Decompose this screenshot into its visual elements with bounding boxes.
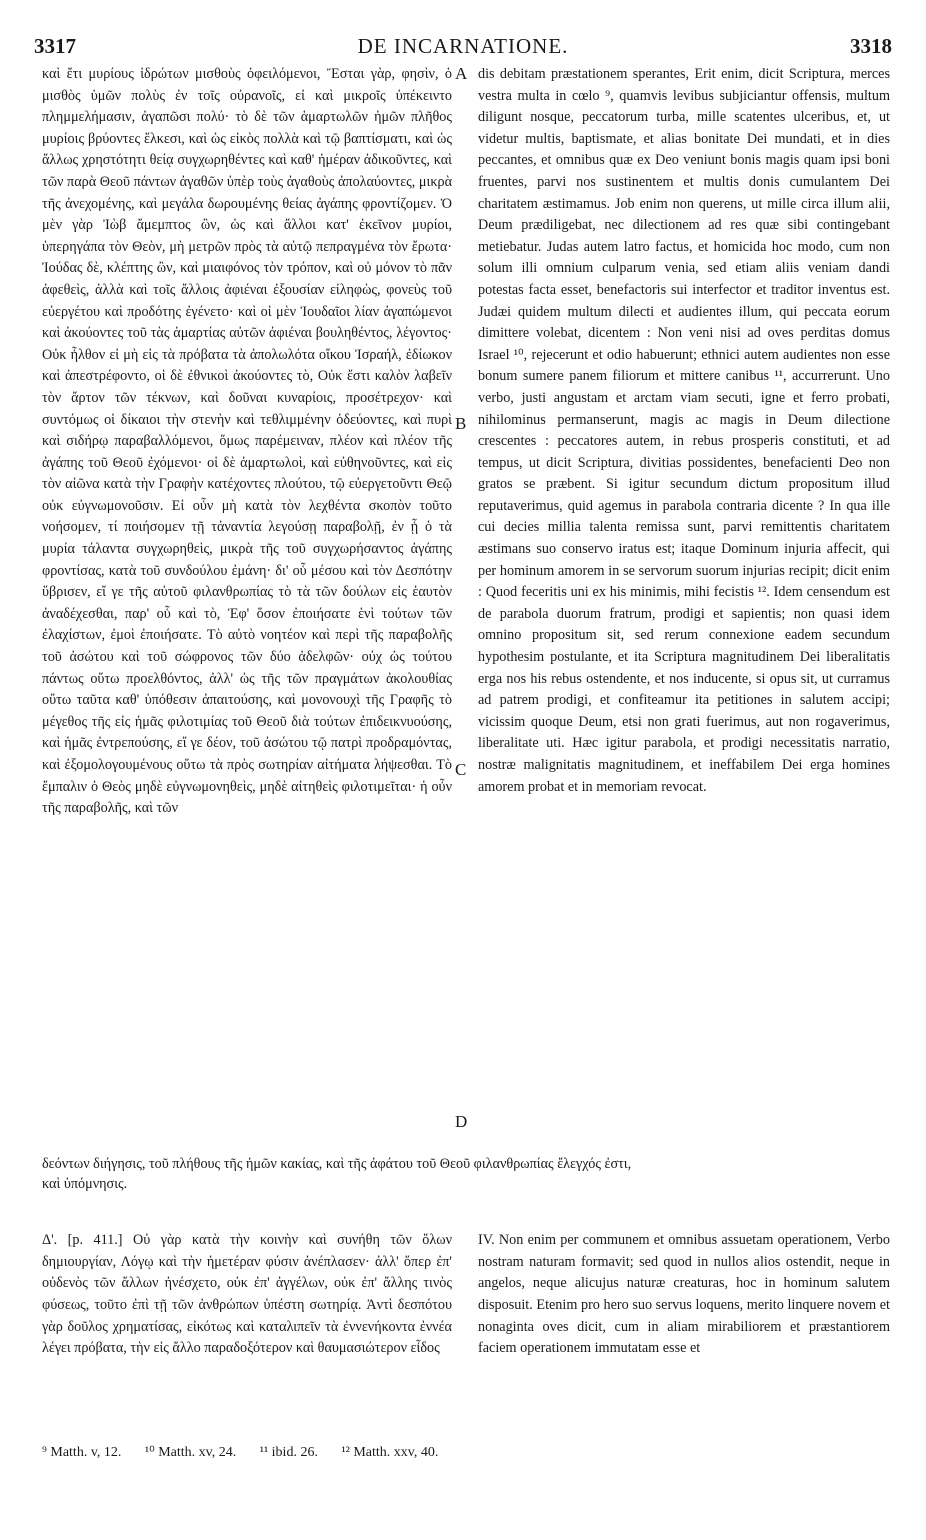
footnote-11: ¹¹ ibid. 26. <box>259 1445 318 1460</box>
footnote-12: ¹² Matth. xxv, 40. <box>341 1445 439 1460</box>
latin-text: dis debitam præstationem sperantes, Erit enim, dicit Scriptura, merces vestra multa in cœlo ⁹, quamvis levibus subjiciantur offensis, multum diligunt nosque, peccatorum turba, mille scatentes ulceribus, et, ut videtur multis, baptismate, et alias bonitate Dei mundati, et in dies peccantes, et omnibus quæ ex Deo veniunt bonis magis quam ipsi boni fruentes, parvi nos sustinentem et multis donis cumulantem Dei charitatem æstimamus. Job enim non querens, ut mille circa illum alii, Deum prædiligebat, nec dilectionem ad res quæ sibi contingebant metiebatur. Judas autem latro factus, et homicida hoc modo, cum non solum illi omnium culparum venia, sed etiam aliis veniam dandi potestas facta esset, benefactoris sui interfector et traditor inventus est. Judæi quidem multum dilecti et audientes illum, qui peccata eorum dimittere volebat, dicentem : Non veni nisi ad oves perditas domus Israel ¹⁰, rejecerunt et odio habuerunt; ethnici autem audientes non esse bonum sumere panem filiorum et mittere canibus ¹¹, accurrerunt. Uno verbo, justi angustam et arctam viam secuti, igne et ferro probati, nihilominus permanserunt, magis ac magis in Deum dilectione crescentes : peccatores autem, in rebus prosperis constituti, et ad tempus, ut dicit Scriptura, divitias possidentes, benefacienti Deo non gratos se præbent. Si igitur secundum dictum propositum illud reputaverimus, quid agemus in parabola contraria dicente ? In qua ille cui decies millia talenta remissa sunt, parvi remittentis charitatem æstimans suo conservo iratus est; itaque Dominum injuria affecit, qui per hominum amorem in se servorum suorum injurias recipit; dicit enim : Quod feceritis uni ex his minimis, mihi fecistis ¹². Idem censendum est de parabola duorum fratrum, prodigi et sapientis; non quasi idem omnino propositum sit, sed rerum connexione eadem secundum hypothesim postulante, et ita Scriptura magnitudinem Dei liberalitatis erga nos his rebus ostendente, et nos inducente, si opus sit, ut curramus ad patrem prodigi, et confiteamur ita petitiones in salutem accipi; vicissim quoque Deum, etsi non grati fuerimus, aut non rogaverimus, liberalitate uti. Hæc igitur parabola, et prodigi necessitatis narratio, nostræ malignitatis magnitudinem, et ineffabilem Dei erga homines amorem probat et in memoriam revocat. <box>478 66 890 795</box>
section-marker-d: D <box>455 1112 468 1131</box>
page-number-right: 3318 <box>850 34 892 58</box>
greek-column <box>42 64 452 820</box>
footnote-10: ¹⁰ Matth. xv, 24. <box>144 1445 237 1460</box>
section-marker-c: C <box>455 760 467 779</box>
greek-column-section-4 <box>42 1216 452 1374</box>
latin-column <box>478 64 890 798</box>
footnote-9: ⁹ Matth. v, 12. <box>42 1445 122 1460</box>
running-title: DE INCARNATIONE. <box>357 34 569 58</box>
latin-text-section-4: IV. Non enim per communem et omnibus assuetam operationem, Verbo nostram naturam formavit; sed quod in nullos alios ostendit, neque in angelos, neque alicujus naturæ creaturas, hoc in hominum salutem disposuit. Etenim pro hero suo servus loquens, merito linquere novem et nonaginta oves dicit, cum in aliam mirabiliorem et præstantiorem faciem operationem immutatam esse et <box>478 1232 890 1357</box>
footnotes <box>42 1444 890 1461</box>
page-number-left: 3317 <box>34 34 76 58</box>
latin-column-section-4 <box>478 1216 890 1374</box>
spanning-line-continuation: καὶ ὑπόμνησις. <box>42 1176 128 1192</box>
page-header <box>34 34 892 58</box>
greek-text: καὶ ἔτι μυρίους ἱδρώτων μισθοὺς ὀφειλόμενοι, Ἔσται γὰρ, φησὶν, ὁ μισθὸς ὑμῶν πολὺς ἐν τοῖς οὐρανοῖς, εἰ καὶ μικροῖς ὑπέκειντο πλημμελήμασιν, ἀγαπῶσι πολύ· τὸ δὲ τῶν ἁμαρτωλῶν ἡμῶν πλῆθος μυρίοις βρύοντες ἕλκεσι, καὶ ὡς εἰκὸς πολλὰ καὶ τῷ βαπτίσματι, καὶ ὡς ἄλλως χρηστότητι θείᾳ συγχωρηθέντες καὶ καθ' ἡμέραν ἀδικοῦντες, καὶ τῶν παρὰ Θεοῦ πάντων ἀγαθῶν ὑπὲρ τοὺς ἀγαθοὺς ἀπολαύοντες, μικρὰ τῆς ἀνεχομένης, καὶ μεγάλα δωρουμένης θείας ἀγάπης φροντίζομεν. Ὁ μὲν γὰρ Ἰὼβ ἄμεμπτος ὢν, ὡς καὶ ἄλλοι κατ' ἐκεῖνον μυρίοι, ὑπερηγάπα τὸν Θεὸν, μὴ μετρῶν πρὸς τὰ αὐτῷ πεπραγμένα τὸν ἔρωτα· Ἰούδας δὲ, κλέπτης ὢν, καὶ μιαιφόνος τὸν τρόπον, καὶ οὐ μόνον τὸ πᾶν ἀφεθεὶς, ἀλλὰ καὶ τοῖς ἄλλοις ἀφιέναι ἐξουσίαν εἰληφὼς, φονεὺς τοῦ εὐεργέτου καὶ προδότης ἐγένετο· καὶ οἱ μὲν Ἰουδαῖοι λίαν ἀγαπώμενοι καὶ ἀκούοντες τοῦ τὰς ἁμαρτίας αὐτῶν ἀφιέναι βουληθέντος, λέγοντος· Οὐκ ἦλθον εἰ μὴ εἰς τὰ πρόβατα τὰ ἀπολωλότα οἴκου Ἰσραήλ, ἐδίωκον καὶ ἀπεστρέφοντο, οἱ δὲ ἐθνικοὶ ἀκούοντες τὸ, Οὐκ ἔστι καλὸν λαβεῖν τὸν ἄρτον τῶν τέκνων, καὶ δοῦναι κυναρίοις, προσέτρεχον· καὶ συντόμως οἱ δίκαιοι τὴν στενὴν καὶ τεθλιμμένην ὁδεύοντες, καὶ πυρὶ καὶ σιδήρῳ παραβαλλόμενοι, ὅμως παρέμειναν, πλέον καὶ πλέον τῆς ἀγάπης τοῦ Θεοῦ ἐχόμενοι· οἱ δὲ ἁμαρτωλοὶ, καὶ εὐθηνοῦντες, καὶ εἰς τὸν αἰῶνα κατὰ τὴν Γραφὴν κατέχοντες πλούτου, τῷ εὐεργετοῦντι Θεῷ οὐκ εὐγνωμονοῦσιν. Εἰ οὖν μὴ κατὰ τὸν λεχθέντα σκοπὸν τοῦτο νοήσομεν, τί ποιήσομεν τῇ τἀναντία λεγούσῃ παραβολῇ, ἐν ᾗ ὁ τὰ μυρία τάλαντα συγχωρηθεὶς, μικρὰ τῆς τοῦ συγχωρήσαντος ἀγάπης φροντίσας, κατὰ τοῦ συνδούλου ἐμάνη· δι' οὗ μέσου καὶ τὸν Δεσπότην ὕβρισεν, εἴ γε τῆς αὐτοῦ φιλανθρωπίας τὸ τὰ τῶν δούλων εἰς ἑαυτὸν ἀναδέχεσθαι, παρ' οὗ καὶ τὸ, Ἐφ' ὅσον ἐποιήσατε ἑνὶ τούτων τῶν ἐλαχίστων, ἐμοὶ ἐποιήσατε. Τὸ αὐτὸ νοητέον καὶ περὶ τῆς παραβολῆς τοῦ ἀσώτου καὶ τοῦ σώφρονος τῶν δύο ἀδελφῶν· οὐχ ὡς τούτου πάντως οὕτω προελθόντος, ἀλλ' ὡς τῆς τῶν πραγμάτων ἀκολουθίας οὕτω ταῦτα καθ' ὑπόθεσιν ἀπαιτούσης, καὶ μονονουχὶ τῆς Γραφῆς τὸ μέγεθος τῆς εἰς ἡμᾶς φιλοτιμίας τοῦ Θεοῦ διὰ τούτων ἐπιδεικνυούσης, καὶ ἡμᾶς ἐντρεπούσης, εἴ γε δέον, τοῦ ἀσώτου τῷ πατρὶ προδραμόντας, καὶ ἐξομολογουμένους οὕτω τὰ πρὸς σωτηρίαν αἰτήματα λήψεσθαι. Τὸ ἔμπαλιν ὁ Θεὸς μηδὲ εὐγνωμονηθεὶς, μηδὲ αἰτηθεὶς φιλοτιμεῖται· ἡ οὖν τῆς παραβολῆς, καὶ τῶν <box>42 66 452 817</box>
greek-text-section-4: Δ'. [p. 411.] Οὐ γὰρ κατὰ τὴν κοινὴν καὶ συνήθη τῶν ὅλων δημιουργίαν, Λόγῳ καὶ τὴν ἡμετέραν φύσιν ἀνέπλασεν· ἀλλ' ὅπερ ἐπ' οὐδενὸς τῶν ἄλλων ἠνέσχετο, οὐκ ἐπ' ἀγγέλων, οὐκ ἐπ' ἄλλης τινὸς φύσεως, τοῦτο ἐπὶ τῇ τῶν ἀνθρώπων ὑπέστη σωτηρίᾳ. Ἀντὶ δεσπότου γὰρ δοῦλος χρηματίσας, εἰκότως καὶ καταλιπεῖν τὰ ἐννενήκοντα ἐννέα λέγει πρόβατα, τὴν εἰς ἄλλο παραδοξότερον καὶ θαυμασιώτερον εἶδος <box>42 1232 452 1357</box>
section-marker-b: B <box>455 414 467 433</box>
section-marker-a: A <box>455 64 468 83</box>
spanning-line: δεόντων διήγησις, τοῦ πλήθους τῆς ἡμῶν κακίας, καὶ τῆς ἀφάτου τοῦ Θεοῦ φιλανθρωπίας ἔλεγχός ἐστι, <box>42 1156 632 1172</box>
